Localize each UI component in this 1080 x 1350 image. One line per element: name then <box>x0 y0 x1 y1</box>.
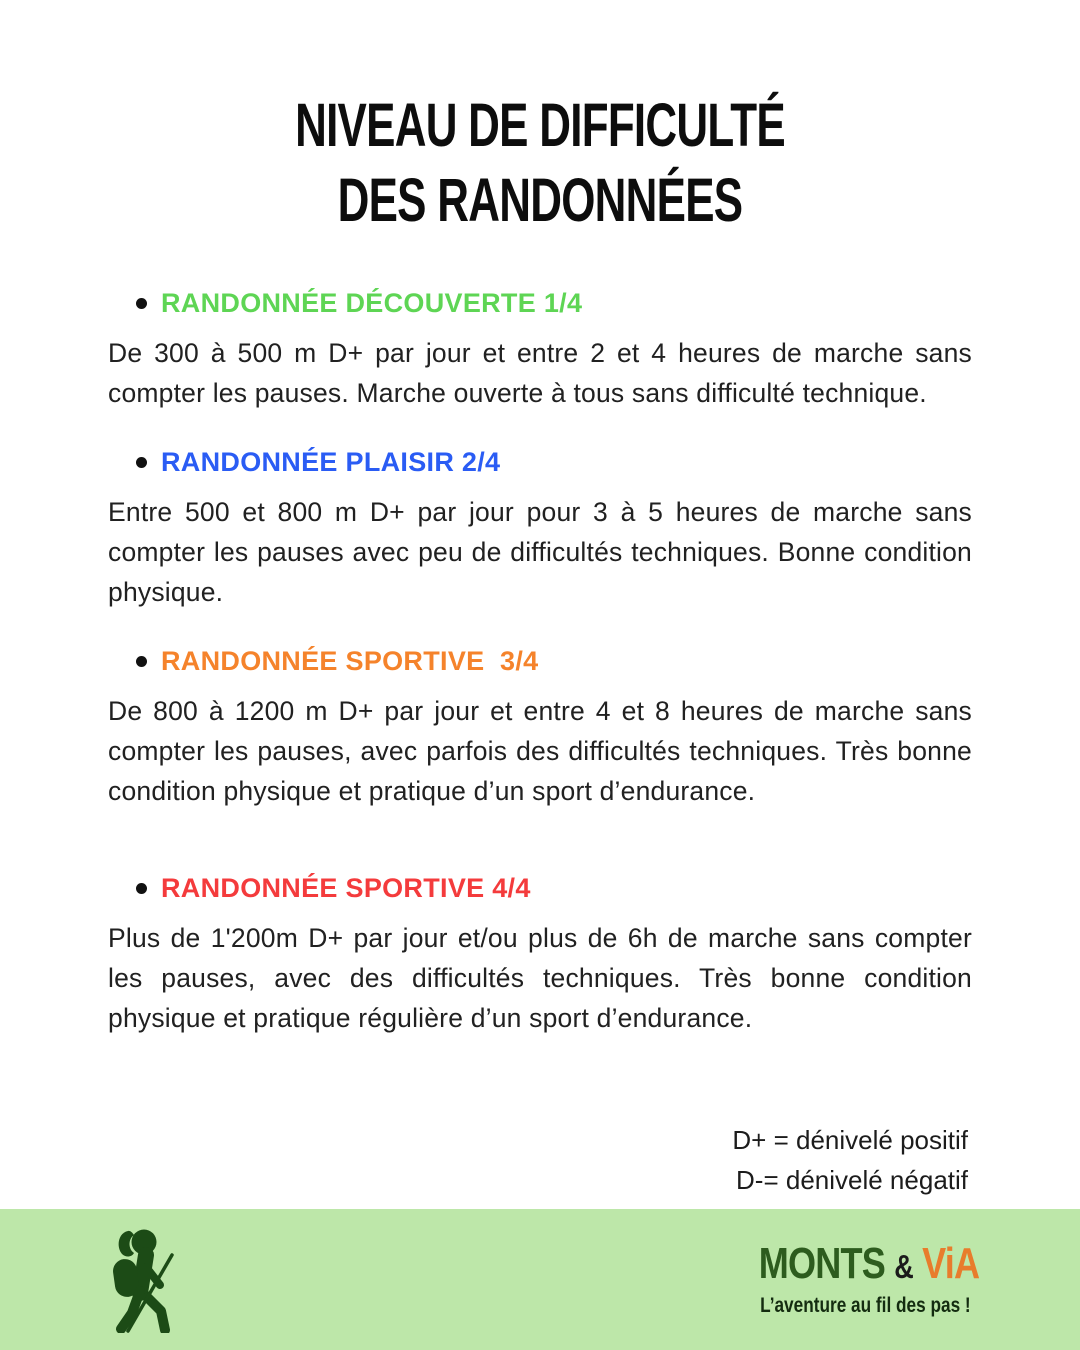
section-plaisir-title: RANDONNÉE PLAISIR 2/4 <box>161 447 501 477</box>
logo-monts: MONTS <box>758 1239 885 1288</box>
section-sportive-3-header <box>108 646 972 677</box>
footer-band <box>0 1209 1080 1350</box>
section-sportive-3 <box>108 646 972 811</box>
legend-line-negative: D-= dénivelé négatif <box>736 1165 968 1195</box>
section-plaisir-header <box>108 447 972 478</box>
page-title-line-1: NIVEAU DE DIFFICULTÉ <box>295 91 785 159</box>
section-sportive-3-title: RANDONNÉE SPORTIVE 3/4 <box>161 646 539 676</box>
page-title <box>0 0 1080 238</box>
elevation-legend <box>732 1120 968 1200</box>
bullet-icon <box>136 656 147 667</box>
bullet-icon <box>136 298 147 309</box>
monts-et-via-logo <box>758 1239 980 1318</box>
logo-wordmark <box>758 1239 980 1290</box>
logo-ampersand: & <box>894 1248 913 1285</box>
section-plaisir <box>108 447 972 612</box>
legend-line-positive: D+ = dénivelé positif <box>732 1125 968 1155</box>
section-decouverte-body: De 300 à 500 m D+ par jour et entre 2 et 4 heures de marche sans compter les pauses. Marche ouverte à tous sans difficulté technique. <box>108 338 972 408</box>
hiker-icon <box>106 1227 182 1333</box>
section-sportive-4-title: RANDONNÉE SPORTIVE 4/4 <box>161 873 531 903</box>
section-sportive-3-body: De 800 à 1200 m D+ par jour et entre 4 et 8 heures de marche sans compter les pauses, avec parfois des difficultés techniques. Très bonne condition physique et pratique d’un sport d’endurance. <box>108 696 972 806</box>
difficulty-sections <box>108 238 972 1038</box>
section-plaisir-body: Entre 500 et 800 m D+ par jour pour 3 à 5 heures de marche sans compter les pauses avec peu de difficultés techniques. Bonne condition physique. <box>108 497 972 607</box>
bullet-icon <box>136 457 147 468</box>
logo-via: ViA <box>922 1239 980 1288</box>
section-decouverte <box>108 288 972 413</box>
logo-tagline: L’aventure au fil des pas ! <box>760 1294 971 1317</box>
section-decouverte-header <box>108 288 972 319</box>
section-decouverte-title: RANDONNÉE DÉCOUVERTE 1/4 <box>161 288 583 318</box>
section-sportive-4 <box>108 873 972 1038</box>
bullet-icon <box>136 883 147 894</box>
section-sportive-4-body: Plus de 1'200m D+ par jour et/ou plus de 6h de marche sans compter les pauses, avec des difficultés techniques. Très bonne condition physique et pratique régulière d’un sport d’endurance. <box>108 923 972 1033</box>
page-title-line-2: DES RANDONNÉES <box>337 166 743 234</box>
section-sportive-4-header <box>108 873 972 904</box>
